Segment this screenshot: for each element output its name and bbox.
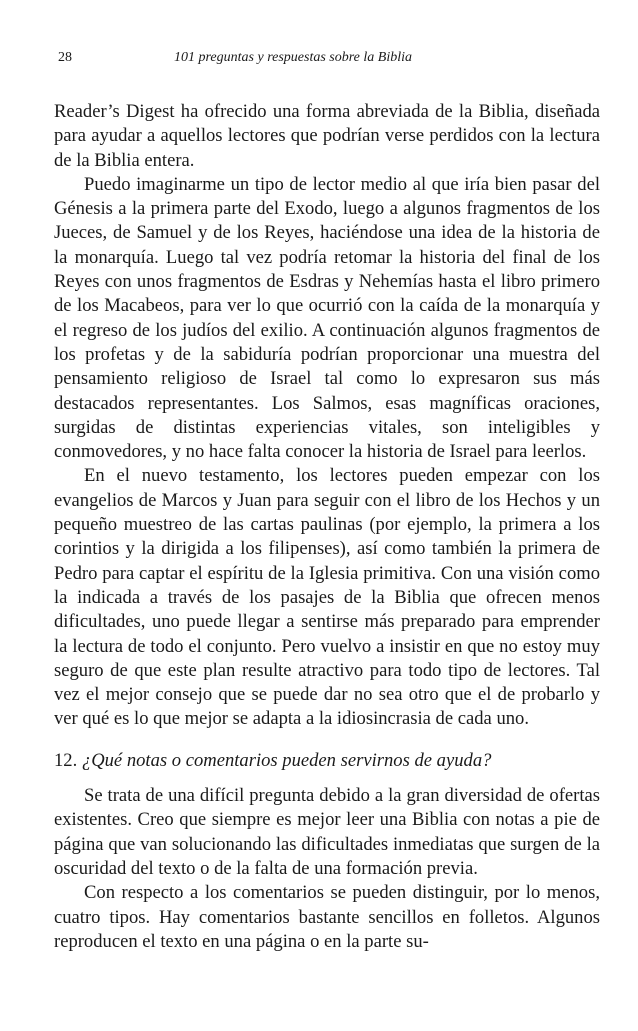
question-heading (54, 749, 600, 773)
running-header (54, 50, 600, 78)
book-page (54, 50, 600, 954)
paragraph: Se trata de una difícil pregunta debido a la gran diversidad de ofertas existentes. Creo que siempre es mejor leer una Biblia con notas a pie de página que van solucionando las dificultades inmediatas que surgen de la oscuridad del texto o de la falta de una formación previa. (54, 785, 600, 879)
page-number: 28 (58, 50, 72, 65)
paragraph: En el nuevo testamento, los lectores pueden empezar con los evangelios de Marcos y Juan para seguir con el libro de los Hechos y un pequeño muestreo de las cartas paulinas (por ejemplo, la primera a los corintios y la dirigida a los filipenses), así como también la primera de Pedro para captar el espíritu de la Iglesia primitiva. Con una visión como la indicada a través de los pasajes de la Biblia que ofrecen menos dificultades, uno puede llegar a sentirse más preparado para emprender la lectura de todo el conjunto. Pero vuelvo a insistir en que no estoy muy seguro de que este plan resulte atractivo para todo tipo de lectores. Tal vez el mejor consejo que se puede dar no sea otro que el de probarlo y ver qué es lo que mejor se adapta a la idiosincrasia de cada uno. (54, 465, 600, 730)
question-number: 12. (54, 749, 78, 771)
paragraph: Con respecto a los comentarios se pueden distinguir, por lo menos, cuatro tipos. Hay comentarios bastante sencillos en folletos. Algunos reproducen el texto en una página o en la parte su- (54, 882, 600, 952)
paragraph: Puedo imaginarme un tipo de lector medio al que iría bien pasar del Génesis a la primera parte del Exodo, luego a algunos fragmentos de los Jueces, de Samuel y de los Reyes, haciéndose una idea de la historia de la monarquía. Luego tal vez podría retomar la historia del final de los Reyes con unos fragmentos de Esdras y Nehemías hasta el libro primero de los Macabeos, para ver lo que ocurrió con la caída de la monarquía y el regreso de los judíos del exilio. A continuación algunos fragmentos de los profetas y de la sabiduría podrían proporcionar una muestra del pensamiento religioso de Israel tal como lo expresaron sus más destacados representantes. Los Salmos, esas magníficas oraciones, surgidas de distintas experiencias vitales, son inteligibles y conmovedores, y no hace falta conocer la historia de Israel para leerlos. (54, 173, 600, 463)
question-text: ¿Qué notas o comentarios pueden servirnos de ayuda? (81, 749, 492, 771)
book-title: 101 preguntas y respuestas sobre la Biblia (174, 50, 412, 65)
paragraph: Reader’s Digest ha ofrecido una forma abreviada de la Biblia, diseñada para ayudar a aquellos lectores que podrían verse perdidos con la lectura de la Biblia entera. (54, 101, 600, 171)
body-text (54, 100, 600, 954)
